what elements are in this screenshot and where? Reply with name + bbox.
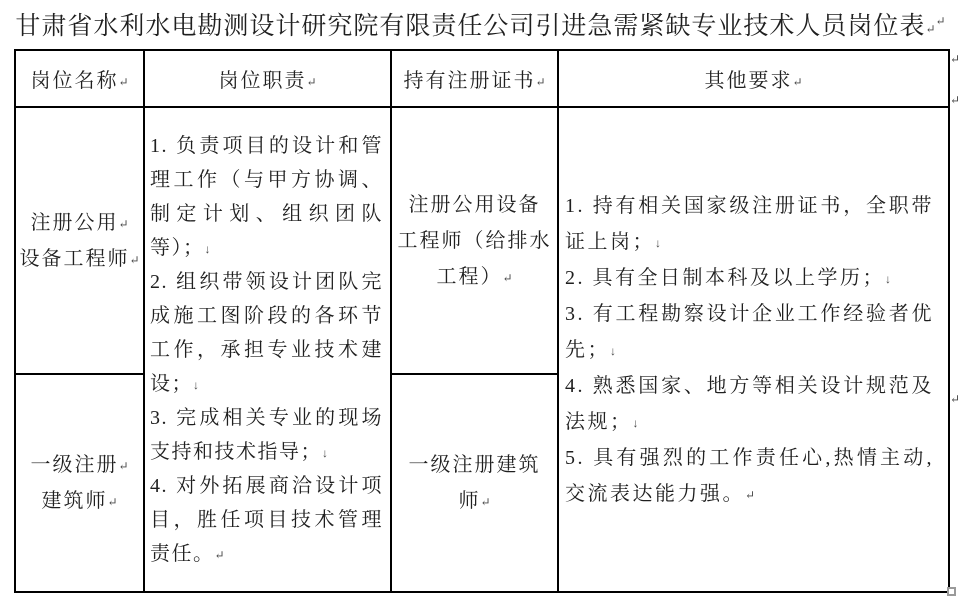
cell-duties [144, 107, 391, 592]
cell-line [16, 483, 143, 519]
cell-text: 注册公用 [30, 211, 119, 234]
col-header-certificate [391, 50, 558, 107]
cell-text: 一级注册 [30, 454, 119, 476]
cell-text: 工程） [436, 265, 503, 288]
line-break-mark: ↓ [885, 271, 891, 286]
cell-text: 师 [458, 490, 481, 512]
duty-item [150, 401, 383, 469]
duty-text: 4. 对外拓展商洽设计项目，胜任项目技术管理责任。 [150, 474, 383, 565]
duty-item [150, 265, 383, 401]
requirement-text: 5. 具有强烈的工作责任心,热情主动,交流表达能力强。 [565, 446, 934, 505]
paragraph-mark: ↵ [480, 495, 491, 509]
requirement-item [565, 368, 934, 440]
col-header-position-name [15, 50, 144, 107]
cell-line [392, 187, 557, 223]
paragraph-mark: ↵ [535, 75, 546, 89]
line-break-mark: ↓ [632, 415, 639, 430]
table-resize-handle[interactable] [947, 587, 956, 596]
requirement-item [565, 260, 934, 296]
document-title-text: 甘肃省水利水电勘测设计研究院有限责任公司引进急需紧缺专业技术人员岗位表 [15, 13, 926, 40]
duty-text: 1. 负责项目的设计和管理工作（与甲方协调、制定计划、组织团队等）； [150, 134, 383, 259]
requirement-text: 1. 持有相关国家级注册证书，全职带证上岗； [565, 194, 934, 253]
col-header-duties [144, 50, 391, 107]
requirement-item [565, 440, 934, 512]
cell-text: 工程师（给排水 [397, 229, 552, 252]
cell-line [16, 241, 143, 277]
cell-line [16, 447, 143, 483]
cell-text: 一级注册建筑 [408, 454, 541, 476]
cell-certificate-row2 [391, 374, 558, 592]
paragraph-mark: ↵ [925, 22, 936, 36]
line-break-mark: ↓ [322, 445, 328, 460]
line-break-mark: ↓ [204, 241, 211, 256]
cell-line [392, 223, 557, 259]
line-break-mark: ↓ [655, 235, 661, 250]
duty-text: 2. 组织带领设计团队完成施工图阶段的各环节工作，承担专业技术建设； [150, 270, 383, 395]
cell-position-name-row1 [15, 107, 144, 374]
header-row [15, 50, 949, 107]
line-end-mark: ↵ [935, 14, 946, 28]
cell-line [392, 483, 557, 519]
cell-position-name-row2 [15, 374, 144, 592]
paragraph-mark: ↵ [118, 459, 129, 473]
requirement-item [565, 296, 934, 368]
cell-requirements [558, 107, 949, 592]
paragraph-mark: ↵ [107, 495, 118, 509]
cell-line [392, 447, 557, 483]
duty-text: 3. 完成相关专业的现场支持和技术指导； [150, 406, 383, 463]
line-break-mark: ↓ [610, 343, 616, 358]
header-label: 岗位名称 [30, 70, 119, 92]
document-title [0, 6, 961, 42]
requirement-text: 3. 有工程勘察设计企业工作经验者优先； [565, 302, 934, 361]
end-of-row-mark: ↵ [950, 93, 961, 107]
cell-text: 建筑师 [41, 490, 108, 512]
table-row [15, 107, 949, 374]
requirement-item [565, 188, 934, 260]
paragraph-mark: ↵ [502, 270, 513, 285]
paragraph-mark: ↵ [118, 75, 129, 89]
col-header-other-requirements [558, 50, 949, 107]
paragraph-mark: ↵ [129, 252, 140, 267]
duty-item [150, 469, 383, 571]
duty-item [150, 129, 383, 265]
paragraph-mark: ↵ [118, 216, 129, 231]
end-of-row-mark: ↵ [950, 392, 961, 406]
header-label: 岗位职责 [218, 70, 307, 92]
requirement-text: 2. 具有全日制本科及以上学历； [565, 266, 885, 289]
cell-line [16, 205, 143, 241]
cell-text: 设备工程师 [19, 247, 130, 270]
paragraph-mark: ↵ [792, 75, 803, 89]
positions-table [14, 49, 950, 593]
paragraph-mark: ↵ [214, 547, 225, 562]
end-of-row-mark: ↵ [950, 52, 961, 66]
header-label: 持有注册证书 [403, 70, 536, 92]
cell-line [392, 259, 557, 295]
header-label: 其他要求 [704, 70, 793, 92]
paragraph-mark: ↵ [306, 75, 317, 89]
requirement-text: 4. 熟悉国家、地方等相关设计规范及法规； [565, 374, 934, 433]
cell-text: 注册公用设备 [408, 193, 541, 216]
line-break-mark: ↓ [193, 377, 199, 392]
paragraph-mark: ↵ [745, 487, 756, 502]
cell-certificate-row1 [391, 107, 558, 374]
